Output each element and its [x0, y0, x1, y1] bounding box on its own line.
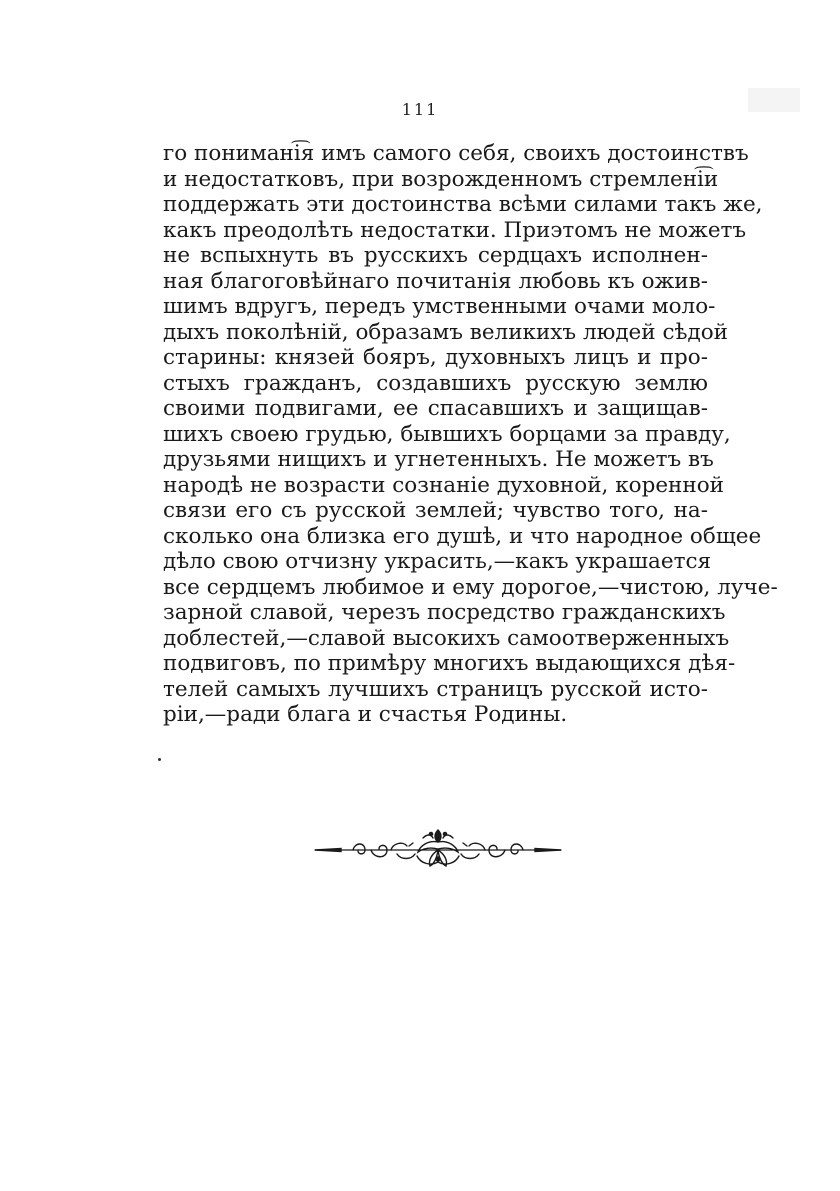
text-line: стыхъ гражданъ, создавшихъ русскую землю — [163, 370, 708, 396]
page-number: 111 — [401, 100, 439, 119]
text-line: связи его съ русской землей; чувство того, на- — [163, 498, 708, 523]
text-line: сколько она близка его душѣ, и что народное общее — [163, 523, 762, 549]
text-line: поддержать эти достоинства всѣми силами такъ же, — [163, 192, 763, 217]
text-line: не вспыхнуть въ русскихъ сердцахъ исполнен- — [163, 243, 708, 268]
text-line: дыхъ поколѣній, образамъ великихъ людей сѣдой — [163, 319, 728, 345]
text-line: народѣ не возрасти сознаніе духовной, коренной — [163, 472, 724, 498]
text-line: дѣло свою отчизну украсить,—какъ украшается — [163, 549, 712, 574]
text-line: и недостатковъ, при возрожденномъ стремлені͡и — [163, 166, 719, 192]
text-line: доблестей,—славой высокихъ самоотверженныхъ — [163, 625, 730, 651]
text-line: друзьями нищихъ и угнетенныхъ. Не можетъ въ — [163, 447, 714, 472]
text-line: подвиговъ, по примѣру многихъ выдающихся дѣя- — [163, 651, 736, 676]
tailpiece-ornament-icon — [313, 826, 563, 870]
text-line: шихъ своею грудью, бывшихъ борцами за правду, — [163, 421, 731, 447]
text-line: своими подвигами, ее спасавшихъ и защищав- — [163, 396, 708, 421]
text-line: старины: князей бояръ, духовныхъ лицъ и про- — [163, 345, 708, 370]
text-line: телей самыхъ лучшихъ страницъ русской исто- — [163, 676, 708, 702]
text-line: какъ преодолѣть недостатки. Приэтомъ не можетъ — [163, 217, 747, 243]
text-line: го понимані͡я имъ самого себя, своихъ достоинствъ — [163, 141, 749, 166]
text-line: ная благоговѣйнаго почитанія любовь къ ожив- — [163, 268, 708, 294]
text-line: зарной славой, черезъ посредство гражданскихъ — [163, 600, 726, 625]
body-text — [163, 141, 778, 728]
text-line: шимъ вдругъ, передъ умственными очами моло- — [163, 294, 716, 319]
text-line: все сердцемъ любимое и ему дорогое,—чистою, луче- — [163, 574, 778, 600]
scan-speck — [158, 758, 161, 761]
text-line-last: ріи,—ради блага и счастья Родины. — [163, 702, 568, 727]
